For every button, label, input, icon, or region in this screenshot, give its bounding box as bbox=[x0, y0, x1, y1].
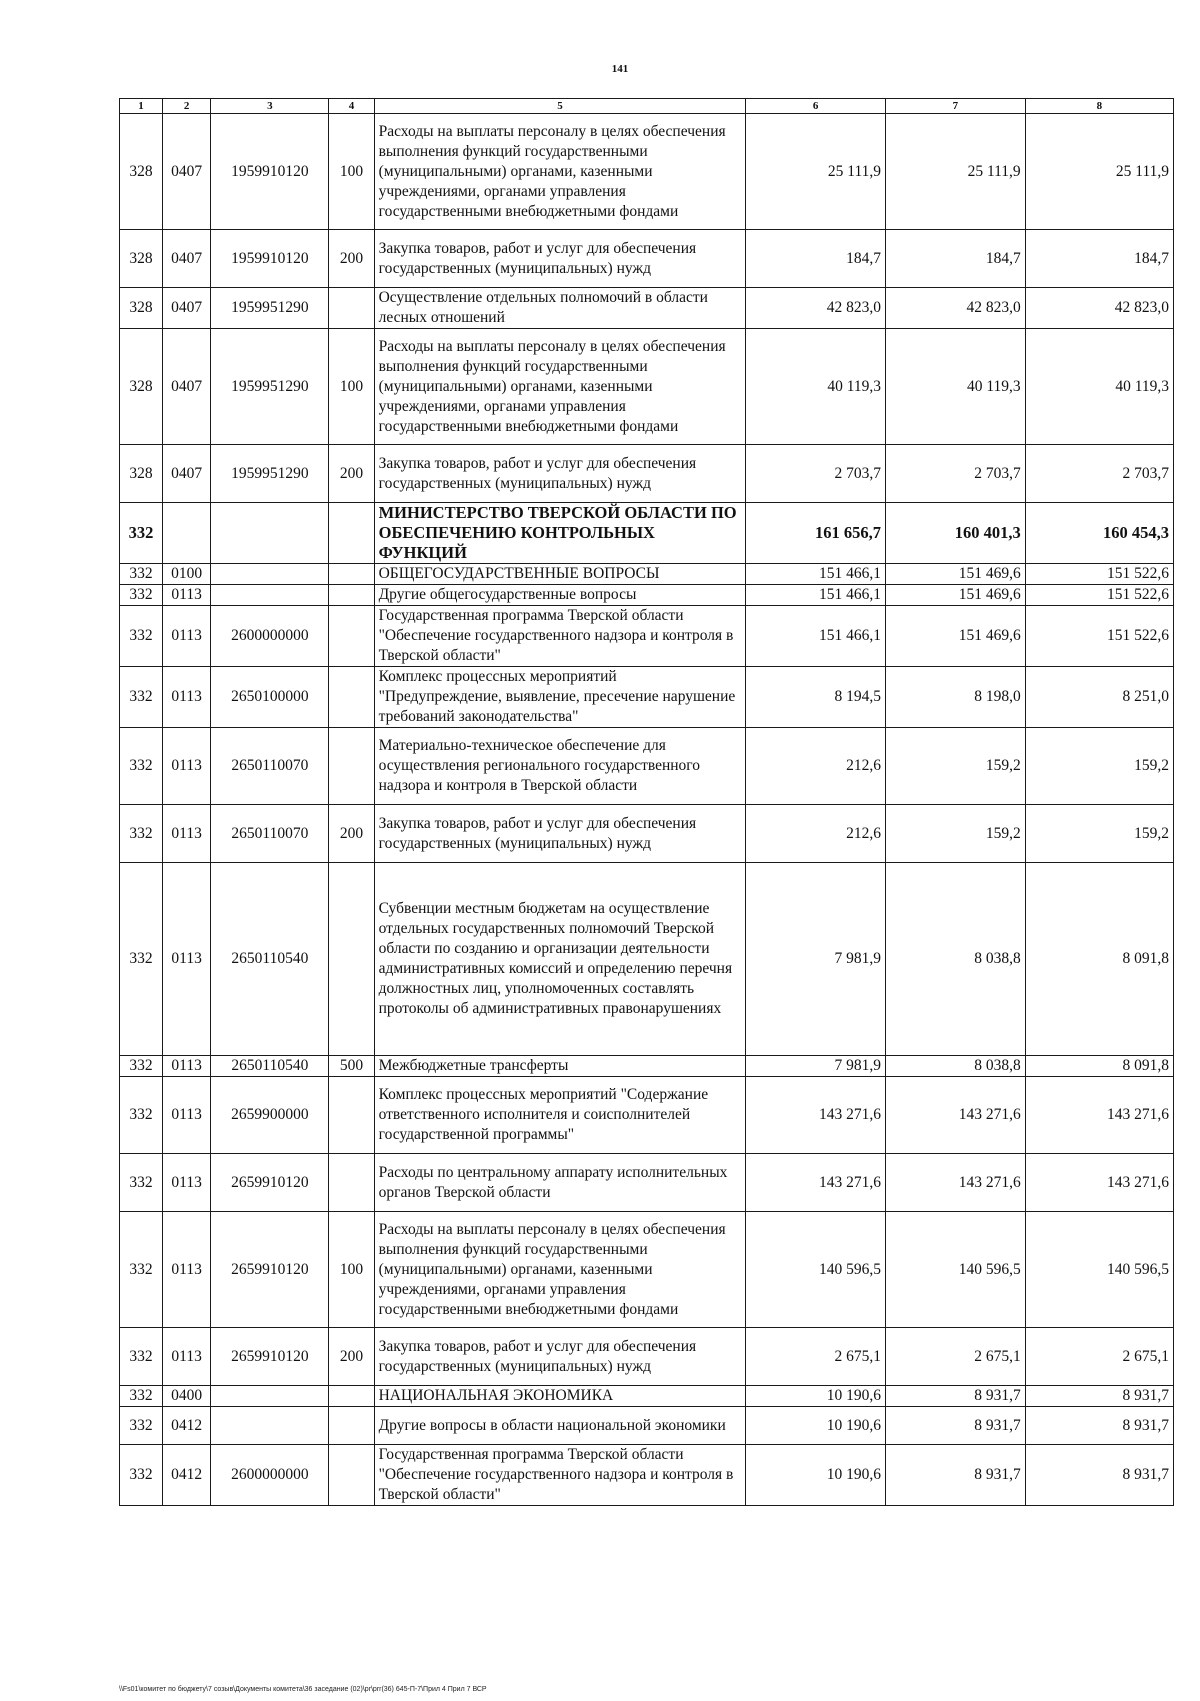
amount-col8: 2 703,7 bbox=[1025, 445, 1173, 503]
code-expense: 200 bbox=[329, 805, 374, 863]
row-description: Закупка товаров, работ и услуг для обеспечения государственных (муниципальных) нужд bbox=[374, 1328, 746, 1386]
code-ved: 332 bbox=[120, 1407, 163, 1445]
amount-col6: 151 466,1 bbox=[746, 606, 886, 667]
code-ved: 332 bbox=[120, 805, 163, 863]
code-target: 1959951290 bbox=[211, 329, 329, 445]
code-section: 0113 bbox=[162, 805, 210, 863]
code-ved: 332 bbox=[120, 1328, 163, 1386]
code-section: 0113 bbox=[162, 606, 210, 667]
row-description: Другие вопросы в области национальной экономики bbox=[374, 1407, 746, 1445]
amount-col6: 7 981,9 bbox=[746, 1056, 886, 1077]
amount-col6: 2 703,7 bbox=[746, 445, 886, 503]
row-description: Закупка товаров, работ и услуг для обеспечения государственных (муниципальных) нужд bbox=[374, 230, 746, 288]
row-description: МИНИСТЕРСТВО ТВЕРСКОЙ ОБЛАСТИ ПО ОБЕСПЕЧЕНИЮ КОНТРОЛЬНЫХ ФУНКЦИЙ bbox=[374, 503, 746, 564]
amount-col7: 8 038,8 bbox=[886, 1056, 1026, 1077]
amount-col6: 42 823,0 bbox=[746, 288, 886, 329]
column-header: 6 bbox=[746, 99, 886, 114]
amount-col8: 151 522,6 bbox=[1025, 564, 1173, 585]
table-row bbox=[120, 863, 1174, 1056]
table-row bbox=[120, 230, 1174, 288]
amount-col8: 8 931,7 bbox=[1025, 1386, 1173, 1407]
column-header: 1 bbox=[120, 99, 163, 114]
amount-col7: 151 469,6 bbox=[886, 585, 1026, 606]
amount-col7: 42 823,0 bbox=[886, 288, 1026, 329]
amount-col8: 8 091,8 bbox=[1025, 863, 1173, 1056]
amount-col8: 8 091,8 bbox=[1025, 1056, 1173, 1077]
code-section: 0113 bbox=[162, 585, 210, 606]
code-section: 0113 bbox=[162, 1212, 210, 1328]
amount-col8: 151 522,6 bbox=[1025, 606, 1173, 667]
code-target: 2650110540 bbox=[211, 1056, 329, 1077]
table-body bbox=[120, 114, 1174, 1506]
row-description: Закупка товаров, работ и услуг для обеспечения государственных (муниципальных) нужд bbox=[374, 805, 746, 863]
code-ved: 332 bbox=[120, 1445, 163, 1506]
code-target: 2659910120 bbox=[211, 1328, 329, 1386]
code-expense: 200 bbox=[329, 230, 374, 288]
code-expense bbox=[329, 1077, 374, 1154]
code-section: 0100 bbox=[162, 564, 210, 585]
code-ved: 332 bbox=[120, 503, 163, 564]
code-section: 0407 bbox=[162, 329, 210, 445]
amount-col8: 42 823,0 bbox=[1025, 288, 1173, 329]
row-description: Государственная программа Тверской области "Обеспечение государственного надзора и контроля в Тверской области" bbox=[374, 1445, 746, 1506]
column-header: 7 bbox=[886, 99, 1026, 114]
amount-col6: 10 190,6 bbox=[746, 1407, 886, 1445]
table-row bbox=[120, 1077, 1174, 1154]
code-expense: 200 bbox=[329, 1328, 374, 1386]
table-row bbox=[120, 1328, 1174, 1386]
table-row bbox=[120, 564, 1174, 585]
code-expense bbox=[329, 1407, 374, 1445]
code-target: 1959951290 bbox=[211, 288, 329, 329]
table-row bbox=[120, 1154, 1174, 1212]
amount-col8: 143 271,6 bbox=[1025, 1154, 1173, 1212]
row-description: НАЦИОНАЛЬНАЯ ЭКОНОМИКА bbox=[374, 1386, 746, 1407]
page-number: 141 bbox=[611, 63, 629, 75]
amount-col8: 8 251,0 bbox=[1025, 667, 1173, 728]
code-section: 0407 bbox=[162, 445, 210, 503]
code-expense: 500 bbox=[329, 1056, 374, 1077]
code-section: 0412 bbox=[162, 1445, 210, 1506]
column-header: 2 bbox=[162, 99, 210, 114]
code-ved: 328 bbox=[120, 114, 163, 230]
row-description: Другие общегосударственные вопросы bbox=[374, 585, 746, 606]
column-header: 8 bbox=[1025, 99, 1173, 114]
code-target: 1959910120 bbox=[211, 230, 329, 288]
amount-col7: 8 931,7 bbox=[886, 1445, 1026, 1506]
amount-col7: 2 703,7 bbox=[886, 445, 1026, 503]
code-expense bbox=[329, 1386, 374, 1407]
code-ved: 332 bbox=[120, 1154, 163, 1212]
code-section: 0400 bbox=[162, 1386, 210, 1407]
row-description: Расходы на выплаты персоналу в целях обеспечения выполнения функций государственными (муниципальными) органами, казенными учреждениями, органами управления государственными внебюджетными фондами bbox=[374, 114, 746, 230]
code-ved: 332 bbox=[120, 728, 163, 805]
column-number-row bbox=[120, 99, 1174, 114]
table-row bbox=[120, 805, 1174, 863]
table-row bbox=[120, 114, 1174, 230]
code-target: 2650110070 bbox=[211, 728, 329, 805]
code-ved: 328 bbox=[120, 329, 163, 445]
amount-col7: 151 469,6 bbox=[886, 564, 1026, 585]
amount-col7: 140 596,5 bbox=[886, 1212, 1026, 1328]
code-ved: 332 bbox=[120, 1386, 163, 1407]
column-header: 4 bbox=[329, 99, 374, 114]
amount-col6: 151 466,1 bbox=[746, 564, 886, 585]
code-target: 2659900000 bbox=[211, 1077, 329, 1154]
code-section: 0113 bbox=[162, 863, 210, 1056]
code-expense bbox=[329, 1445, 374, 1506]
table-row bbox=[120, 1407, 1174, 1445]
table-row bbox=[120, 1386, 1174, 1407]
row-description: ОБЩЕГОСУДАРСТВЕННЫЕ ВОПРОСЫ bbox=[374, 564, 746, 585]
code-expense bbox=[329, 863, 374, 1056]
amount-col6: 143 271,6 bbox=[746, 1154, 886, 1212]
amount-col8: 140 596,5 bbox=[1025, 1212, 1173, 1328]
amount-col8: 159,2 bbox=[1025, 805, 1173, 863]
amount-col6: 10 190,6 bbox=[746, 1445, 886, 1506]
amount-col7: 151 469,6 bbox=[886, 606, 1026, 667]
amount-col6: 8 194,5 bbox=[746, 667, 886, 728]
amount-col6: 25 111,9 bbox=[746, 114, 886, 230]
code-ved: 332 bbox=[120, 1077, 163, 1154]
amount-col8: 25 111,9 bbox=[1025, 114, 1173, 230]
row-description: Комплекс процессных мероприятий "Содержание ответственного исполнителя и соисполнителей государственной программы" bbox=[374, 1077, 746, 1154]
amount-col7: 8 931,7 bbox=[886, 1386, 1026, 1407]
amount-col8: 8 931,7 bbox=[1025, 1407, 1173, 1445]
code-section: 0407 bbox=[162, 230, 210, 288]
code-target bbox=[211, 564, 329, 585]
code-section: 0113 bbox=[162, 1328, 210, 1386]
row-description: Закупка товаров, работ и услуг для обеспечения государственных (муниципальных) нужд bbox=[374, 445, 746, 503]
table-row bbox=[120, 329, 1174, 445]
code-section: 0407 bbox=[162, 288, 210, 329]
amount-col6: 151 466,1 bbox=[746, 585, 886, 606]
amount-col6: 161 656,7 bbox=[746, 503, 886, 564]
column-header: 3 bbox=[211, 99, 329, 114]
amount-col6: 2 675,1 bbox=[746, 1328, 886, 1386]
amount-col6: 212,6 bbox=[746, 728, 886, 805]
budget-table bbox=[119, 98, 1174, 1506]
code-target: 2600000000 bbox=[211, 1445, 329, 1506]
table-row bbox=[120, 728, 1174, 805]
code-expense bbox=[329, 606, 374, 667]
amount-col7: 40 119,3 bbox=[886, 329, 1026, 445]
code-expense bbox=[329, 728, 374, 805]
amount-col7: 143 271,6 bbox=[886, 1154, 1026, 1212]
code-expense bbox=[329, 288, 374, 329]
row-description: Расходы на выплаты персоналу в целях обеспечения выполнения функций государственными (муниципальными) органами, казенными учреждениями, органами управления государственными внебюджетными фондами bbox=[374, 1212, 746, 1328]
code-ved: 332 bbox=[120, 1056, 163, 1077]
code-ved: 332 bbox=[120, 863, 163, 1056]
amount-col8: 184,7 bbox=[1025, 230, 1173, 288]
code-expense bbox=[329, 585, 374, 606]
amount-col6: 7 981,9 bbox=[746, 863, 886, 1056]
table-row bbox=[120, 667, 1174, 728]
code-section: 0113 bbox=[162, 1056, 210, 1077]
table-row bbox=[120, 1056, 1174, 1077]
code-section: 0113 bbox=[162, 1154, 210, 1212]
table-row bbox=[120, 288, 1174, 329]
code-expense bbox=[329, 667, 374, 728]
amount-col8: 40 119,3 bbox=[1025, 329, 1173, 445]
row-description: Материально-техническое обеспечение для осуществления регионального государственного надзора и контроля в Тверской области bbox=[374, 728, 746, 805]
amount-col7: 160 401,3 bbox=[886, 503, 1026, 564]
amount-col6: 143 271,6 bbox=[746, 1077, 886, 1154]
code-expense: 100 bbox=[329, 329, 374, 445]
code-section bbox=[162, 503, 210, 564]
code-section: 0412 bbox=[162, 1407, 210, 1445]
code-section: 0113 bbox=[162, 1077, 210, 1154]
table-row bbox=[120, 1445, 1174, 1506]
code-ved: 332 bbox=[120, 564, 163, 585]
code-expense bbox=[329, 564, 374, 585]
code-section: 0407 bbox=[162, 114, 210, 230]
code-expense bbox=[329, 1154, 374, 1212]
row-description: Расходы по центральному аппарату исполнительных органов Тверской области bbox=[374, 1154, 746, 1212]
code-section: 0113 bbox=[162, 667, 210, 728]
code-ved: 332 bbox=[120, 585, 163, 606]
code-expense: 100 bbox=[329, 114, 374, 230]
amount-col7: 8 198,0 bbox=[886, 667, 1026, 728]
amount-col6: 10 190,6 bbox=[746, 1386, 886, 1407]
amount-col6: 140 596,5 bbox=[746, 1212, 886, 1328]
code-target bbox=[211, 585, 329, 606]
code-target: 2650100000 bbox=[211, 667, 329, 728]
amount-col8: 159,2 bbox=[1025, 728, 1173, 805]
amount-col7: 2 675,1 bbox=[886, 1328, 1026, 1386]
amount-col8: 8 931,7 bbox=[1025, 1445, 1173, 1506]
row-description: Государственная программа Тверской области "Обеспечение государственного надзора и контроля в Тверской области" bbox=[374, 606, 746, 667]
table-row bbox=[120, 503, 1174, 564]
column-header: 5 bbox=[374, 99, 746, 114]
code-target: 2659910120 bbox=[211, 1154, 329, 1212]
row-description: Субвенции местным бюджетам на осуществление отдельных государственных полномочий Тверской области по созданию и организации деятельности административных комиссий и определению перечня должностных лиц, уполномоченных составлять протоколы об административных правонарушениях bbox=[374, 863, 746, 1056]
amount-col6: 184,7 bbox=[746, 230, 886, 288]
code-target bbox=[211, 1386, 329, 1407]
code-target bbox=[211, 1407, 329, 1445]
table-row bbox=[120, 585, 1174, 606]
table-row bbox=[120, 445, 1174, 503]
code-section: 0113 bbox=[162, 728, 210, 805]
row-description: Расходы на выплаты персоналу в целях обеспечения выполнения функций государственными (муниципальными) органами, казенными учреждениями, органами управления государственными внебюджетными фондами bbox=[374, 329, 746, 445]
code-ved: 332 bbox=[120, 667, 163, 728]
amount-col8: 2 675,1 bbox=[1025, 1328, 1173, 1386]
code-ved: 328 bbox=[120, 288, 163, 329]
row-description: Осуществление отдельных полномочий в области лесных отношений bbox=[374, 288, 746, 329]
amount-col8: 151 522,6 bbox=[1025, 585, 1173, 606]
row-description: Комплекс процессных мероприятий "Предупреждение, выявление, пресечение нарушение требований законодательства" bbox=[374, 667, 746, 728]
file-path-footer: \\Fs01\комитет по бюджету\7 созыв\Документы комитета\36 заседание (02)\pr\prr(36) 645-П-7\Прил 4 Прил 7 ВСР bbox=[119, 1686, 487, 1693]
row-description: Межбюджетные трансферты bbox=[374, 1056, 746, 1077]
amount-col7: 8 931,7 bbox=[886, 1407, 1026, 1445]
code-target: 2650110540 bbox=[211, 863, 329, 1056]
table-row bbox=[120, 1212, 1174, 1328]
amount-col7: 25 111,9 bbox=[886, 114, 1026, 230]
code-expense: 100 bbox=[329, 1212, 374, 1328]
amount-col7: 159,2 bbox=[886, 805, 1026, 863]
amount-col7: 143 271,6 bbox=[886, 1077, 1026, 1154]
amount-col7: 8 038,8 bbox=[886, 863, 1026, 1056]
amount-col6: 212,6 bbox=[746, 805, 886, 863]
code-ved: 332 bbox=[120, 606, 163, 667]
amount-col7: 184,7 bbox=[886, 230, 1026, 288]
amount-col6: 40 119,3 bbox=[746, 329, 886, 445]
amount-col7: 159,2 bbox=[886, 728, 1026, 805]
code-target: 1959951290 bbox=[211, 445, 329, 503]
code-ved: 328 bbox=[120, 230, 163, 288]
code-expense bbox=[329, 503, 374, 564]
code-target: 2600000000 bbox=[211, 606, 329, 667]
code-ved: 328 bbox=[120, 445, 163, 503]
code-expense: 200 bbox=[329, 445, 374, 503]
code-target: 2650110070 bbox=[211, 805, 329, 863]
table-row bbox=[120, 606, 1174, 667]
code-target bbox=[211, 503, 329, 564]
amount-col8: 143 271,6 bbox=[1025, 1077, 1173, 1154]
amount-col8: 160 454,3 bbox=[1025, 503, 1173, 564]
code-ved: 332 bbox=[120, 1212, 163, 1328]
code-target: 2659910120 bbox=[211, 1212, 329, 1328]
code-target: 1959910120 bbox=[211, 114, 329, 230]
